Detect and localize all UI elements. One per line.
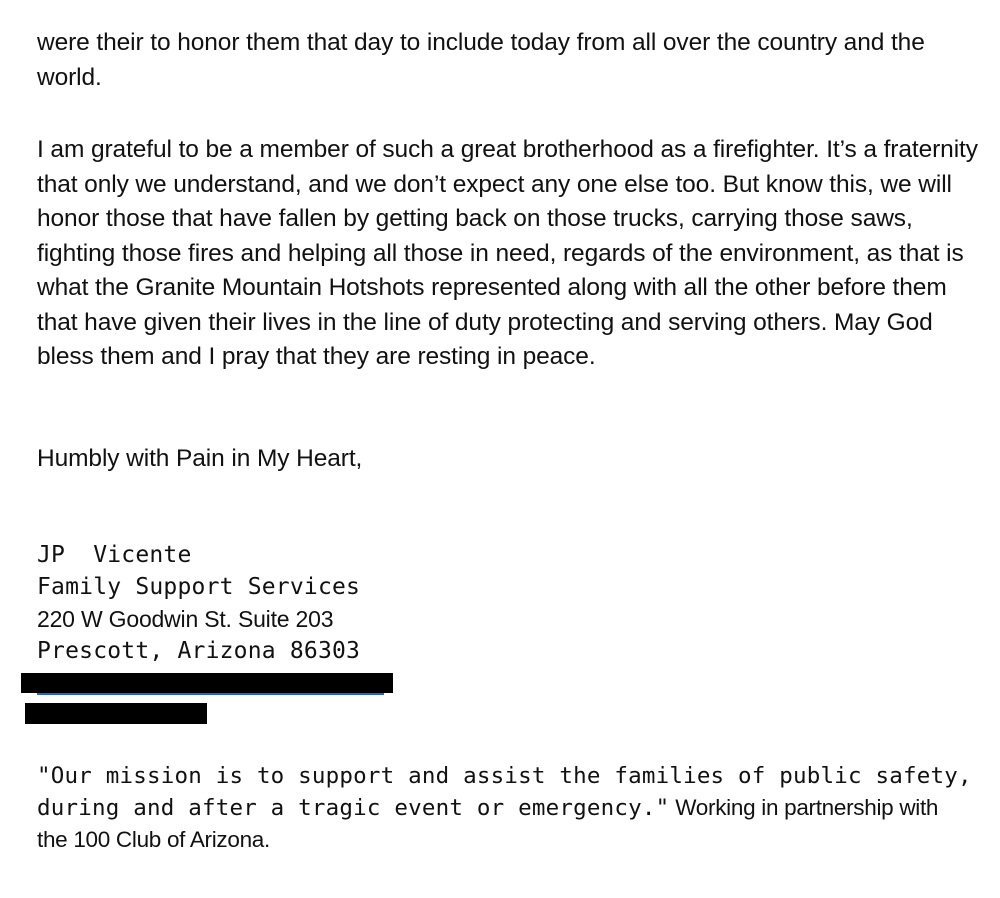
mission-line-2: during and after a tragic event or emergency.": [37, 795, 670, 821]
signature-block: [37, 539, 360, 667]
redacted-phone-bar: [25, 703, 207, 724]
partnership-text-2: the 100 Club of Arizona.: [37, 827, 270, 852]
mission-line-2-row: [37, 792, 987, 824]
letter-paragraph-2: I am grateful to be a member of such a great brotherhood as a firefighter. It’s a fraternity that only we understand, and we don’t expect any one else too. But know this, we will honor those that have fallen by getting back on those trucks, carrying those saws, fighting those fires and helping all those in need, regards of the environment, as that is what the Granite Mountain Hotshots represented along with all the other before them that have given their lives in the line of duty protecting and serving others. May God bless them and I pray that they are resting in peace.: [37, 136, 978, 370]
redacted-email-bar: [21, 673, 393, 693]
mission-statement: [37, 760, 987, 856]
letter-paragraph-1: were their to honor them that day to include today from all over the country and the world.: [37, 29, 925, 91]
partnership-text-1: Working in partnership with: [669, 795, 939, 820]
signature-organization: Family Support Services: [37, 574, 361, 600]
signature-street-address: 220 W Goodwin St. Suite 203: [37, 606, 334, 632]
signature-city-state-zip: Prescott, Arizona 86303: [37, 638, 361, 664]
mission-line-1: "Our mission is to support and assist the families of public safety,: [37, 763, 972, 789]
letter-closing: Humbly with Pain in My Heart,: [37, 445, 363, 472]
signature-name: JP Vicente: [37, 542, 192, 568]
redacted-email-link-underline: [37, 693, 384, 695]
